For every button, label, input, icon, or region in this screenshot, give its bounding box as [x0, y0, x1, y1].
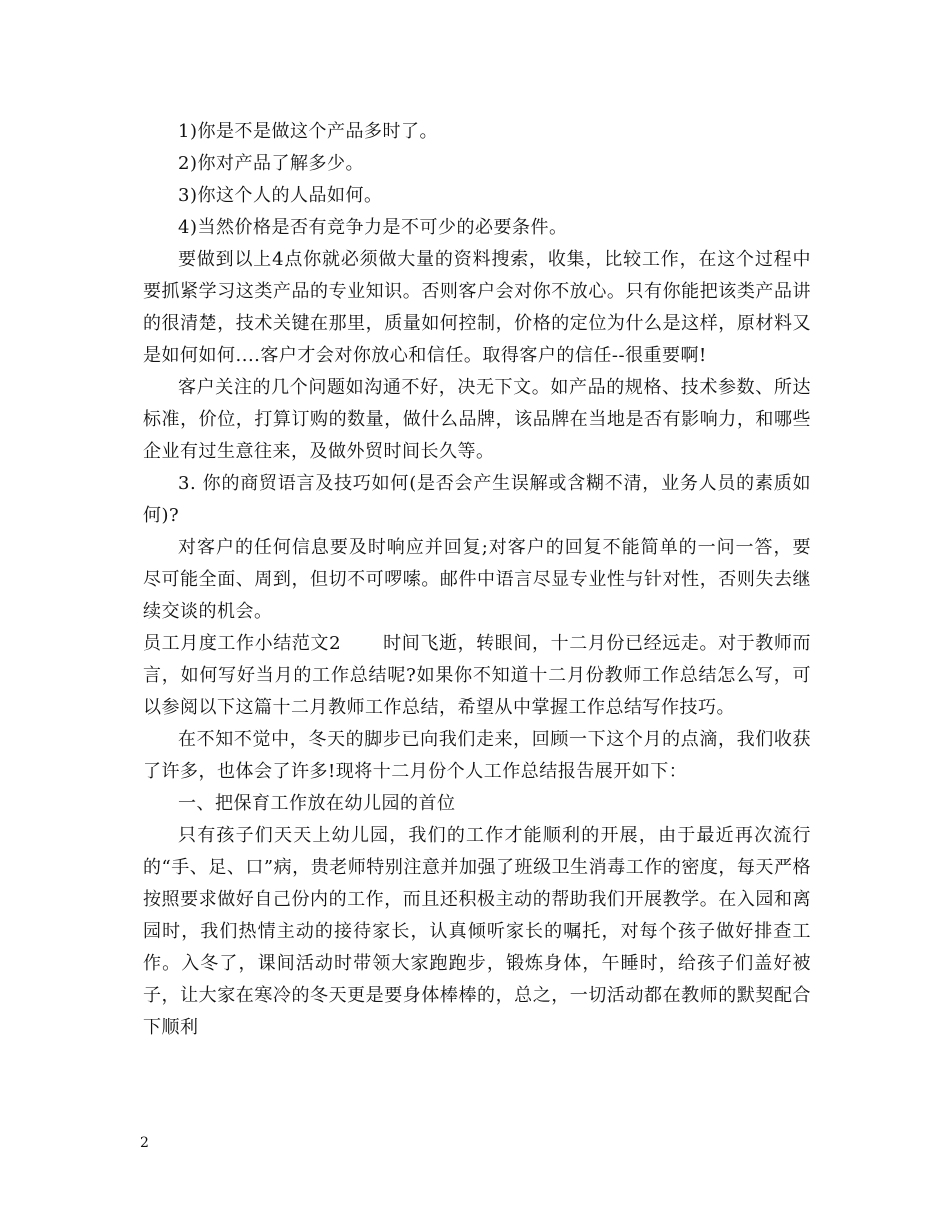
section-heading: 一、把保育工作放在幼儿园的首位: [178, 793, 456, 814]
list-item: 2)你对产品了解多少。: [178, 153, 364, 174]
section-title: 员工月度工作小结范文2: [143, 633, 342, 654]
list-item: 1)你是不是做这个产品多时了。: [178, 121, 438, 142]
paragraph: 对客户的任何信息要及时响应并回复;对客户的回复不能简单的一问一答，要尽可能全面、周到，但切不可啰嗦。邮件中语言尽显专业性与针对性，否则失去继续交谈的机会。: [143, 537, 811, 622]
paragraph: 要做到以上4点你就必须做大量的资料搜索，收集，比较工作，在这个过程中要抓紧学习这类产品的专业知识。否则客户会对你不放心。只有你能把该类产品讲的很清楚，技术关键在那里，质量如何控制，价格的定位为什么是这样，原材料又是如何如何....客户才会对你放心和信任。取得客户的信任--很重要啊!: [143, 249, 811, 366]
paragraph: 在不知不觉中，冬天的脚步已向我们走来，回顾一下这个月的点滴，我们收获了许多，也体会了许多!现将十二月份个人工作总结报告展开如下：: [143, 729, 811, 782]
paragraph: 只有孩子们天天上幼儿园，我们的工作才能顺利的开展，由于最近再次流行的“手、足、口”病，贵老师特别注意并加强了班级卫生消毒工作的密度，每天严格按照要求做好自己份内的工作，而且还积极主动的帮助我们开展教学。在入园和离园时，我们热情主动的接待家长，认真倾听家长的嘱托，对每个孩子做好排查工作。入冬了，课间活动时带领大家跑跑步，锻炼身体，午睡时，给孩子们盖好被子，让大家在寒冷的冬天更是要身体棒棒的，总之，一切活动都在教师的默契配合下顺利: [143, 825, 811, 1038]
paragraph: 客户关注的几个问题如沟通不好，决无下文。如产品的规格、技术参数、所达标准，价位，打算订购的数量，做什么品牌，该品牌在当地是否有影响力，和哪些企业有过生意往来，及做外贸时间长久等。: [143, 377, 811, 462]
paragraph: 3. 你的商贸语言及技巧如何(是否会产生误解或含糊不清，业务人员的素质如何)?: [143, 473, 811, 526]
document-body: [143, 116, 811, 1044]
list-item: 4)当然价格是否有竞争力是不可少的必要条件。: [178, 217, 568, 238]
section-intro: 时间飞逝，转眼间，十二月份已经远走。对于教师而言，如何写好当月的工作总结呢?如果你不知道十二月份教师工作总结怎么写，可以参阅以下这篇十二月教师工作总结，希望从中掌握工作总结写作技巧。: [143, 633, 812, 718]
page-number: 2: [140, 1135, 149, 1151]
section-block: [143, 628, 811, 724]
list-item: 3)你这个人的人品如何。: [178, 185, 383, 206]
